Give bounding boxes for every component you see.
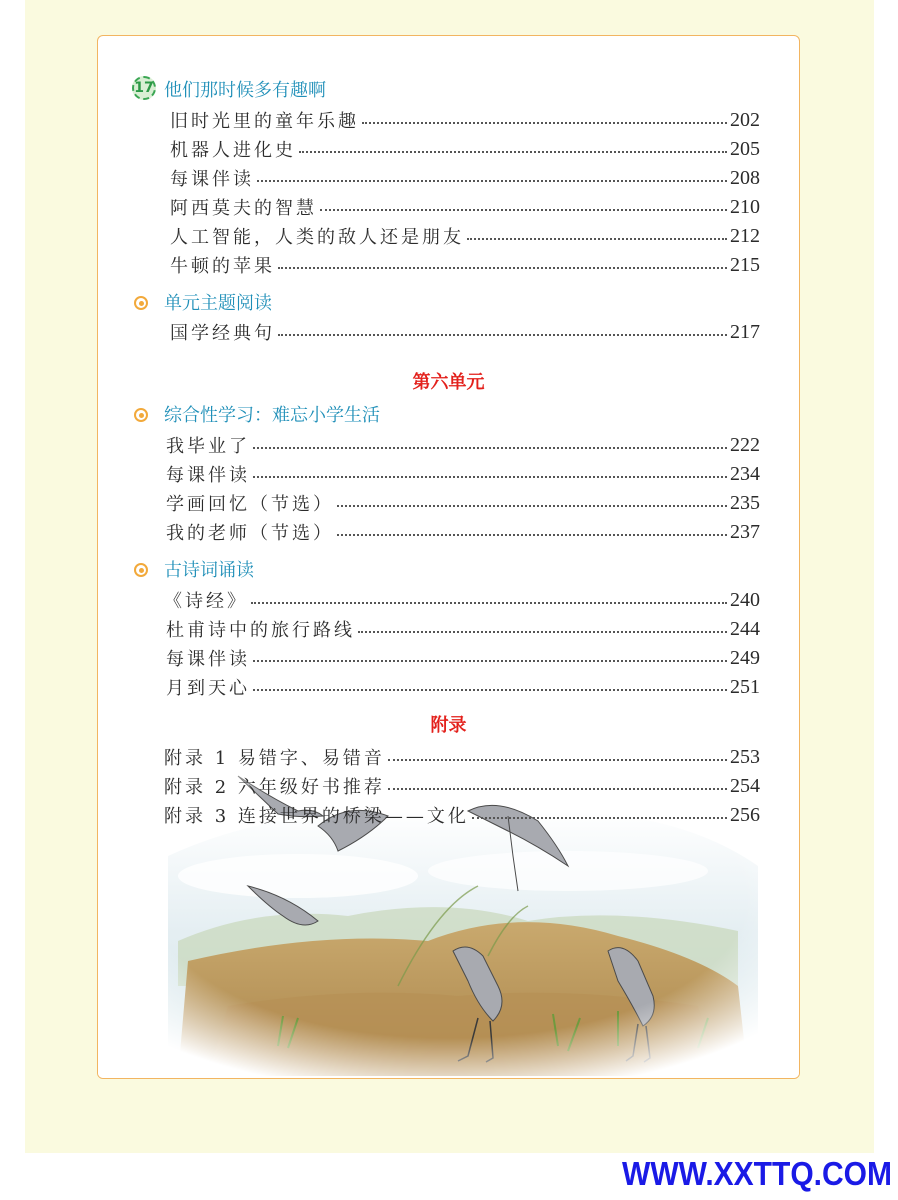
unit-heading: 第六单元 (412, 372, 485, 393)
entry-title: 机器人进化史 (170, 140, 296, 161)
dot-leader (253, 660, 727, 662)
dot-leader (278, 334, 727, 336)
entry-page: 217 (730, 320, 760, 343)
dot-leader (253, 476, 727, 478)
section-bullet-icon (134, 296, 148, 310)
dot-leader (362, 122, 727, 124)
entry-page: 256 (730, 803, 760, 826)
entry-title: 国学经典句 (170, 323, 275, 344)
dot-leader (388, 759, 727, 761)
dot-leader (299, 151, 727, 153)
entry-title: 月到天心 (166, 678, 250, 699)
toc-entry[interactable] (166, 462, 760, 486)
toc-entry[interactable] (170, 320, 760, 344)
entry-title: 杜甫诗中的旅行路线 (166, 620, 355, 641)
entry-page: 254 (730, 774, 760, 797)
toc-entry[interactable] (166, 520, 760, 544)
entry-title: 我毕业了 (166, 436, 250, 457)
section-title-poetry: 古诗词诵读 (164, 560, 254, 581)
toc-entry[interactable] (170, 224, 760, 248)
entry-title: 附录 3 连接世界的桥梁——文化 (164, 806, 469, 827)
section-bullet-icon (134, 563, 148, 577)
entry-page: 235 (730, 491, 760, 514)
entry-title: 我的老师（节选） (166, 523, 334, 544)
entry-title: 阿西莫夫的智慧 (170, 198, 317, 219)
toc-entry[interactable] (164, 588, 760, 612)
entry-title: 人工智能，人类的敌人还是朋友 (170, 227, 464, 248)
dot-leader (472, 817, 727, 819)
entry-title: 每课伴读 (166, 649, 250, 670)
toc-entry[interactable] (170, 108, 760, 132)
entry-title: 学画回忆（节选） (166, 494, 334, 515)
toc-entry[interactable] (166, 617, 760, 641)
dot-leader (278, 267, 727, 269)
entry-title: 附录 1 易错字、易错音 (164, 748, 385, 769)
entry-page: 222 (730, 433, 760, 456)
entry-page: 249 (730, 646, 760, 669)
dot-leader (337, 534, 727, 536)
dot-leader (320, 209, 727, 211)
site-watermark: WWW.XXTTQ.COM (622, 1156, 892, 1193)
toc-entry[interactable] (170, 253, 760, 277)
entry-page: 205 (730, 137, 760, 160)
entry-title: 《诗经》 (164, 591, 248, 612)
toc-entry[interactable] (170, 166, 760, 190)
toc-entry[interactable] (164, 745, 760, 769)
entry-page: 215 (730, 253, 760, 276)
entry-page: 244 (730, 617, 760, 640)
toc-entry[interactable] (166, 433, 760, 457)
entry-title: 每课伴读 (170, 169, 254, 190)
section-title-theme-reading: 单元主题阅读 (164, 293, 272, 314)
appendix-heading: 附录 (430, 715, 467, 736)
entry-title: 牛顿的苹果 (170, 256, 275, 277)
section-bullet-icon (134, 408, 148, 422)
entry-page: 212 (730, 224, 760, 247)
toc-entry[interactable] (166, 646, 760, 670)
entry-page: 234 (730, 462, 760, 485)
entry-page: 237 (730, 520, 760, 543)
entry-page: 202 (730, 108, 760, 131)
toc-entry[interactable] (164, 803, 760, 827)
lesson-17-title: 他们那时候多有趣啊 (164, 80, 326, 101)
dot-leader (358, 631, 727, 633)
dot-leader (253, 689, 727, 691)
entry-title: 旧时光里的童年乐趣 (170, 111, 359, 132)
dot-leader (253, 447, 727, 449)
toc-card (97, 35, 800, 1079)
section-title-comprehensive: 综合性学习：难忘小学生活 (164, 405, 380, 426)
dot-leader (467, 238, 727, 240)
lesson-number-badge: 17 (132, 76, 156, 100)
entry-page: 208 (730, 166, 760, 189)
dot-leader (337, 505, 727, 507)
entry-page: 210 (730, 195, 760, 218)
toc-entry[interactable] (166, 491, 760, 515)
toc-entry[interactable] (170, 137, 760, 161)
entry-title: 附录 2 六年级好书推荐 (164, 777, 385, 798)
toc-entry[interactable] (170, 195, 760, 219)
entry-page: 253 (730, 745, 760, 768)
dot-leader (388, 788, 727, 790)
toc-entry[interactable] (166, 675, 760, 699)
entry-title: 每课伴读 (166, 465, 250, 486)
entry-page: 240 (730, 588, 760, 611)
entry-page: 251 (730, 675, 760, 698)
toc-entry[interactable] (164, 774, 760, 798)
dot-leader (251, 602, 727, 604)
dot-leader (257, 180, 727, 182)
